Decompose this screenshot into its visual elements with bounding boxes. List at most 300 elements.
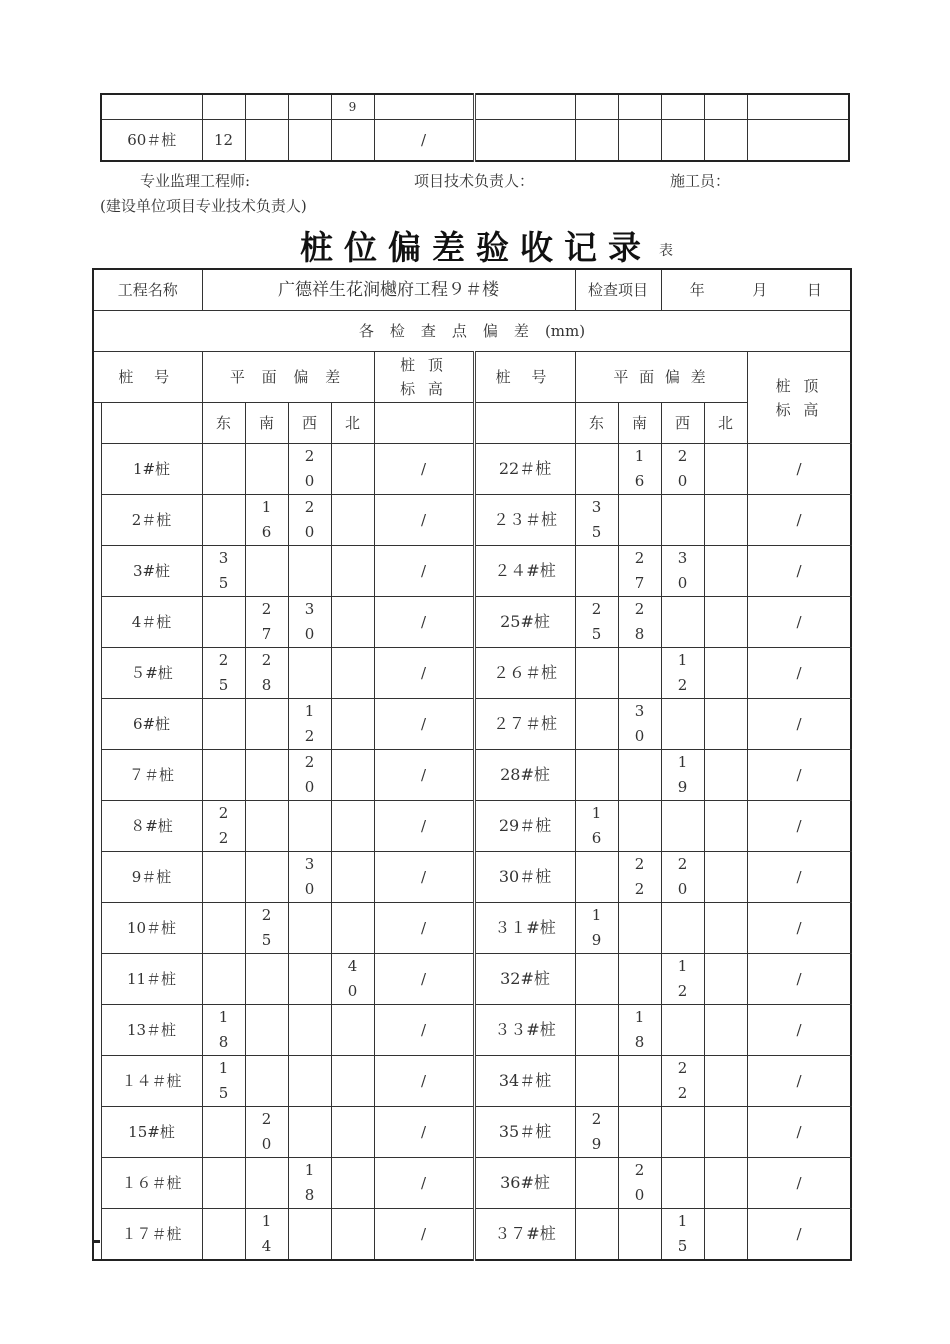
north-cell-right — [704, 750, 747, 801]
east-cell: 12 — [202, 120, 245, 162]
table-row — [93, 495, 851, 546]
top-elevation-cell-right: / — [747, 597, 851, 648]
south-cell-value: 27 — [261, 600, 272, 643]
east-cell-right-value: 16 — [591, 804, 602, 847]
pile-deviation-table — [92, 268, 852, 1261]
south-cell-right-value: 20 — [634, 1161, 645, 1204]
north-cell-right — [704, 120, 747, 162]
south-cell-value: 20 — [261, 1110, 272, 1153]
top-elevation-cell-right: / — [747, 750, 851, 801]
top-elevation-cell-right: / — [747, 1107, 851, 1158]
east-cell — [202, 495, 245, 546]
west-cell-right — [661, 648, 704, 699]
west-cell-right — [661, 903, 704, 954]
east-cell — [202, 699, 245, 750]
previous-page-table — [100, 93, 850, 162]
spacer-cell — [93, 1209, 101, 1261]
pile-number-cell: ５#桩 — [101, 648, 202, 699]
south-cell — [245, 903, 288, 954]
west-cell — [288, 954, 331, 1005]
east-cell-right — [575, 94, 618, 120]
west-cell — [288, 444, 331, 495]
north-cell — [331, 1005, 374, 1056]
top-elevation-cell-right — [747, 120, 849, 162]
pile-number-cell: 11＃桩 — [101, 954, 202, 1005]
west-cell-value: 20 — [304, 753, 315, 796]
north-cell — [331, 699, 374, 750]
west-cell-right-value: 15 — [677, 1212, 688, 1255]
top-elevation-cell-right: / — [747, 852, 851, 903]
east-cell — [202, 852, 245, 903]
project-name-label: 工程名称 — [93, 269, 202, 311]
east-cell-right — [575, 852, 618, 903]
east-cell-right-value: 25 — [591, 600, 602, 643]
south-cell — [245, 1107, 288, 1158]
east-cell-right — [575, 903, 618, 954]
top-elevation-right-line2: 标 高 — [775, 400, 823, 419]
west-cell-value: 30 — [304, 600, 315, 643]
north-cell — [331, 852, 374, 903]
east-cell-value: 15 — [218, 1059, 229, 1102]
top-elevation-cell-right: / — [747, 954, 851, 1005]
west-cell — [288, 648, 331, 699]
south-cell — [245, 597, 288, 648]
spacer-cell — [93, 954, 101, 1005]
top-elevation-header — [374, 352, 474, 403]
west-cell-value: 20 — [304, 498, 315, 541]
top-elevation-cell: / — [374, 1107, 474, 1158]
east-cell-right — [575, 120, 618, 162]
top-elevation-cell: / — [374, 801, 474, 852]
south-cell — [245, 1209, 288, 1261]
east-cell-right-value: 29 — [591, 1110, 602, 1153]
pile-number-cell-right: ３１#桩 — [474, 903, 575, 954]
south-cell — [245, 1005, 288, 1056]
south-cell-right — [618, 648, 661, 699]
pile-number-cell: 10＃桩 — [101, 903, 202, 954]
south-cell — [245, 495, 288, 546]
deviation-title — [93, 311, 851, 352]
east-cell-right — [575, 1107, 618, 1158]
pile-number-cell-right: ３７#桩 — [474, 1209, 575, 1261]
west-cell-right — [661, 801, 704, 852]
west-cell — [288, 597, 331, 648]
east-cell-right — [575, 546, 618, 597]
document-title-suffix: 表 — [659, 243, 673, 259]
east-cell-right — [575, 597, 618, 648]
pile-number-cell: 15#桩 — [101, 1107, 202, 1158]
east-cell-right — [575, 444, 618, 495]
pile-number-cell-right: 29＃桩 — [474, 801, 575, 852]
north-cell-right — [704, 954, 747, 1005]
pile-number-cell: ８#桩 — [101, 801, 202, 852]
spacer-cell — [93, 1107, 101, 1158]
top-elevation-cell: / — [374, 597, 474, 648]
top-elevation-header-right — [747, 352, 851, 444]
north-cell-right — [704, 852, 747, 903]
east-cell — [202, 1005, 245, 1056]
west-cell-right — [661, 597, 704, 648]
south-cell-right — [618, 1209, 661, 1261]
west-cell — [288, 94, 331, 120]
east-cell — [202, 94, 245, 120]
south-cell-right — [618, 954, 661, 1005]
deviation-unit: (mm) — [544, 321, 586, 340]
pile-number-cell: 60＃桩 — [101, 120, 202, 162]
pile-number-cell: 2＃桩 — [101, 495, 202, 546]
document-title: 桩位偏差验收记录 — [300, 228, 652, 267]
spacer-cell — [93, 444, 101, 495]
spacer-cell — [93, 648, 101, 699]
south-cell-right — [618, 597, 661, 648]
east-cell — [202, 903, 245, 954]
spacer-cell — [93, 1056, 101, 1107]
west-cell-right — [661, 1056, 704, 1107]
west-cell — [288, 1209, 331, 1261]
north-cell — [331, 597, 374, 648]
north-cell — [331, 444, 374, 495]
east-cell-right — [575, 699, 618, 750]
west-cell-right-value: 12 — [677, 651, 688, 694]
south-cell-right-value: 16 — [634, 447, 645, 490]
pile-number-cell-right: ２６＃桩 — [474, 648, 575, 699]
east-cell — [202, 750, 245, 801]
south-cell-right — [618, 903, 661, 954]
south-cell-value: 25 — [261, 906, 272, 949]
pile-number-cell-right: ２７＃桩 — [474, 699, 575, 750]
north-header-right: 北 — [704, 403, 747, 444]
east-cell-right-value: 19 — [591, 906, 602, 949]
table-row — [93, 597, 851, 648]
south-cell-right-value: 30 — [634, 702, 645, 745]
north-cell — [331, 1209, 374, 1261]
top-elevation-cell: / — [374, 903, 474, 954]
month-label: 月 — [752, 280, 768, 299]
south-cell — [245, 852, 288, 903]
south-cell — [245, 94, 288, 120]
spacer-cell — [93, 546, 101, 597]
south-cell — [245, 444, 288, 495]
project-name-value: 广德祥生花涧樾府工程９＃楼 — [202, 269, 575, 311]
north-cell-right — [704, 597, 747, 648]
west-cell-right — [661, 852, 704, 903]
top-elevation-cell: / — [374, 444, 474, 495]
north-cell — [331, 750, 374, 801]
north-cell-right — [704, 699, 747, 750]
north-cell-right — [704, 1107, 747, 1158]
south-cell-value: 28 — [261, 651, 272, 694]
west-cell-right — [661, 1107, 704, 1158]
pile-number-cell: 9＃桩 — [101, 852, 202, 903]
spacer-cell — [93, 852, 101, 903]
west-cell — [288, 801, 331, 852]
supervisor-label: 专业监理工程师: — [140, 172, 251, 190]
plane-deviation-header: 平 面 偏 差 — [202, 352, 374, 403]
table-row — [93, 699, 851, 750]
pile-number-cell-right: ３３#桩 — [474, 1005, 575, 1056]
south-cell-right-value: 22 — [634, 855, 645, 898]
south-cell-right — [618, 852, 661, 903]
spacer-cell — [93, 699, 101, 750]
top-elevation-cell-right: / — [747, 1005, 851, 1056]
east-cell-right — [575, 495, 618, 546]
east-cell — [202, 1209, 245, 1261]
west-cell — [288, 1056, 331, 1107]
south-cell-right-value: 28 — [634, 600, 645, 643]
south-cell — [245, 801, 288, 852]
west-cell-right — [661, 1158, 704, 1209]
west-cell-right — [661, 546, 704, 597]
west-header-right: 西 — [661, 403, 704, 444]
north-cell — [331, 903, 374, 954]
north-cell — [331, 1158, 374, 1209]
day-label: 日 — [806, 280, 822, 299]
check-date — [661, 269, 851, 311]
top-elevation-cell: / — [374, 750, 474, 801]
table-row — [93, 903, 851, 954]
east-cell-right — [575, 1158, 618, 1209]
east-cell — [202, 1158, 245, 1209]
south-cell — [245, 699, 288, 750]
top-elevation-cell-right: / — [747, 699, 851, 750]
top-elevation-cell-right — [747, 94, 849, 120]
top-elevation-line2: 标 高 — [400, 380, 447, 398]
east-header-right: 东 — [575, 403, 618, 444]
south-cell-right — [618, 546, 661, 597]
east-cell-value: 18 — [218, 1008, 229, 1051]
south-cell-right — [618, 94, 661, 120]
west-cell-value: 12 — [304, 702, 315, 745]
top-elevation-cell: / — [374, 852, 474, 903]
pile-number-cell-right: 22＃桩 — [474, 444, 575, 495]
west-cell — [288, 1005, 331, 1056]
table-row — [93, 1005, 851, 1056]
south-cell-value: 14 — [261, 1212, 272, 1255]
plane-deviation-header-right: 平 面 偏 差 — [575, 352, 747, 403]
south-cell-right-value: 18 — [634, 1008, 645, 1051]
top-elevation-cell-right: / — [747, 903, 851, 954]
west-cell-right — [661, 750, 704, 801]
west-cell — [288, 120, 331, 162]
south-cell — [245, 954, 288, 1005]
table-corner-mark — [92, 1240, 100, 1243]
east-cell — [202, 954, 245, 1005]
builder-label: 施工员： — [670, 172, 731, 190]
tech-lead-label: 项目技术负责人： — [414, 172, 535, 190]
pile-number-cell: 13＃桩 — [101, 1005, 202, 1056]
west-cell-right-value: 20 — [677, 855, 688, 898]
table-row — [93, 801, 851, 852]
south-cell-right — [618, 699, 661, 750]
pile-number-cell: １６＃桩 — [101, 1158, 202, 1209]
table-row — [93, 852, 851, 903]
table-row — [93, 750, 851, 801]
pile-number-cell-right: 35＃桩 — [474, 1107, 575, 1158]
west-cell — [288, 699, 331, 750]
west-cell-value: 18 — [304, 1161, 315, 1204]
table-row — [93, 1158, 851, 1209]
spacer-cell — [93, 903, 101, 954]
south-header: 南 — [245, 403, 288, 444]
north-header: 北 — [331, 403, 374, 444]
pile-number-cell: 3#桩 — [101, 546, 202, 597]
table-row — [101, 120, 849, 162]
north-cell-right — [704, 94, 747, 120]
north-cell-right — [704, 444, 747, 495]
south-cell — [245, 750, 288, 801]
pile-number-cell-right: 34＃桩 — [474, 1056, 575, 1107]
west-cell — [288, 903, 331, 954]
top-elevation-cell-right: / — [747, 1209, 851, 1261]
top-elevation-cell: / — [374, 120, 474, 162]
south-cell-right — [618, 495, 661, 546]
east-cell-value: 35 — [218, 549, 229, 592]
pile-number-cell-right: ２４#桩 — [474, 546, 575, 597]
pile-number-cell-right — [474, 94, 575, 120]
north-cell — [331, 954, 374, 1005]
top-elevation-right-line1: 桩 顶 — [775, 376, 823, 395]
pile-number-cell: 4＃桩 — [101, 597, 202, 648]
north-cell-right — [704, 648, 747, 699]
pile-number-cell: １４＃桩 — [101, 1056, 202, 1107]
west-header: 西 — [288, 403, 331, 444]
pile-no-header-right: 桩 号 — [474, 352, 575, 403]
deviation-title-text: 各检查点偏差 — [358, 321, 545, 340]
top-elevation-cell: / — [374, 954, 474, 1005]
pile-number-cell — [101, 94, 202, 120]
south-cell-right — [618, 1107, 661, 1158]
east-cell — [202, 1056, 245, 1107]
spacer-cell — [93, 801, 101, 852]
pile-number-cell-right: 25#桩 — [474, 597, 575, 648]
top-elevation-cell-right: / — [747, 801, 851, 852]
north-cell-right — [704, 1005, 747, 1056]
east-cell — [202, 597, 245, 648]
east-cell-right-value: 35 — [591, 498, 602, 541]
table-row — [93, 954, 851, 1005]
north-cell — [331, 1107, 374, 1158]
top-elevation-line1: 桩 顶 — [400, 356, 447, 374]
spacer-cell — [93, 403, 101, 444]
north-cell — [331, 801, 374, 852]
north-cell-value: 40 — [347, 957, 358, 1000]
spacer-cell — [93, 750, 101, 801]
top-elevation-cell-right: / — [747, 495, 851, 546]
table-row — [93, 1209, 851, 1261]
check-item-label: 检查项目 — [575, 269, 661, 311]
east-cell-right — [575, 1005, 618, 1056]
north-cell — [331, 648, 374, 699]
pile-no-sub-right — [474, 403, 575, 444]
top-elevation-cell: / — [374, 1056, 474, 1107]
north-cell-right — [704, 495, 747, 546]
top-elevation-cell-right: / — [747, 1056, 851, 1107]
west-cell — [288, 1107, 331, 1158]
east-cell-right — [575, 1056, 618, 1107]
west-cell-right — [661, 94, 704, 120]
east-cell — [202, 801, 245, 852]
east-cell-right — [575, 801, 618, 852]
south-cell — [245, 546, 288, 597]
top-elevation-cell: / — [374, 546, 474, 597]
south-cell-right — [618, 750, 661, 801]
north-cell — [331, 120, 374, 162]
pile-number-cell: 1#桩 — [101, 444, 202, 495]
pile-number-cell-right: 36#桩 — [474, 1158, 575, 1209]
east-cell — [202, 546, 245, 597]
top-elevation-cell-right: / — [747, 546, 851, 597]
west-cell — [288, 750, 331, 801]
south-cell-right-value: 27 — [634, 549, 645, 592]
east-cell-right — [575, 648, 618, 699]
west-cell-value: 20 — [304, 447, 315, 490]
west-cell — [288, 852, 331, 903]
table-row — [93, 444, 851, 495]
west-cell — [288, 546, 331, 597]
north-cell — [331, 546, 374, 597]
north-cell-right — [704, 1209, 747, 1261]
west-cell — [288, 495, 331, 546]
south-cell-value: 16 — [261, 498, 272, 541]
pile-number-cell: １７＃桩 — [101, 1209, 202, 1261]
west-cell-right — [661, 1005, 704, 1056]
south-cell — [245, 1158, 288, 1209]
pile-number-cell-right — [474, 120, 575, 162]
table-row — [93, 648, 851, 699]
west-cell-right — [661, 699, 704, 750]
table-row — [93, 1107, 851, 1158]
south-cell — [245, 648, 288, 699]
pile-number-cell-right: ２３＃桩 — [474, 495, 575, 546]
spacer-cell — [93, 597, 101, 648]
north-cell — [331, 1056, 374, 1107]
top-elevation-cell: / — [374, 699, 474, 750]
top-elevation-cell: / — [374, 648, 474, 699]
year-label: 年 — [689, 280, 705, 299]
top-elevation-cell-right: / — [747, 648, 851, 699]
west-cell-right-value: 12 — [677, 957, 688, 1000]
pile-no-sub — [101, 403, 202, 444]
pile-number-cell-right: 30＃桩 — [474, 852, 575, 903]
east-header: 东 — [202, 403, 245, 444]
top-elevation-cell — [374, 94, 474, 120]
north-cell: 9 — [331, 94, 374, 120]
pile-number-cell-right: 32#桩 — [474, 954, 575, 1005]
west-cell-right — [661, 120, 704, 162]
south-cell-right — [618, 1056, 661, 1107]
south-cell-right — [618, 1005, 661, 1056]
west-cell-value: 30 — [304, 855, 315, 898]
south-cell-right — [618, 1158, 661, 1209]
south-cell-right — [618, 120, 661, 162]
spacer-cell — [93, 495, 101, 546]
east-cell — [202, 648, 245, 699]
top-elevation-cell: / — [374, 495, 474, 546]
south-cell — [245, 1056, 288, 1107]
east-cell-right — [575, 750, 618, 801]
table-row — [93, 546, 851, 597]
north-cell-right — [704, 1158, 747, 1209]
east-cell-right — [575, 954, 618, 1005]
south-cell — [245, 120, 288, 162]
north-cell-right — [704, 801, 747, 852]
north-cell — [331, 495, 374, 546]
west-cell-right — [661, 495, 704, 546]
pile-number-cell: ７＃桩 — [101, 750, 202, 801]
east-cell-right — [575, 1209, 618, 1261]
top-elevation-cell-right: / — [747, 1158, 851, 1209]
east-cell — [202, 444, 245, 495]
